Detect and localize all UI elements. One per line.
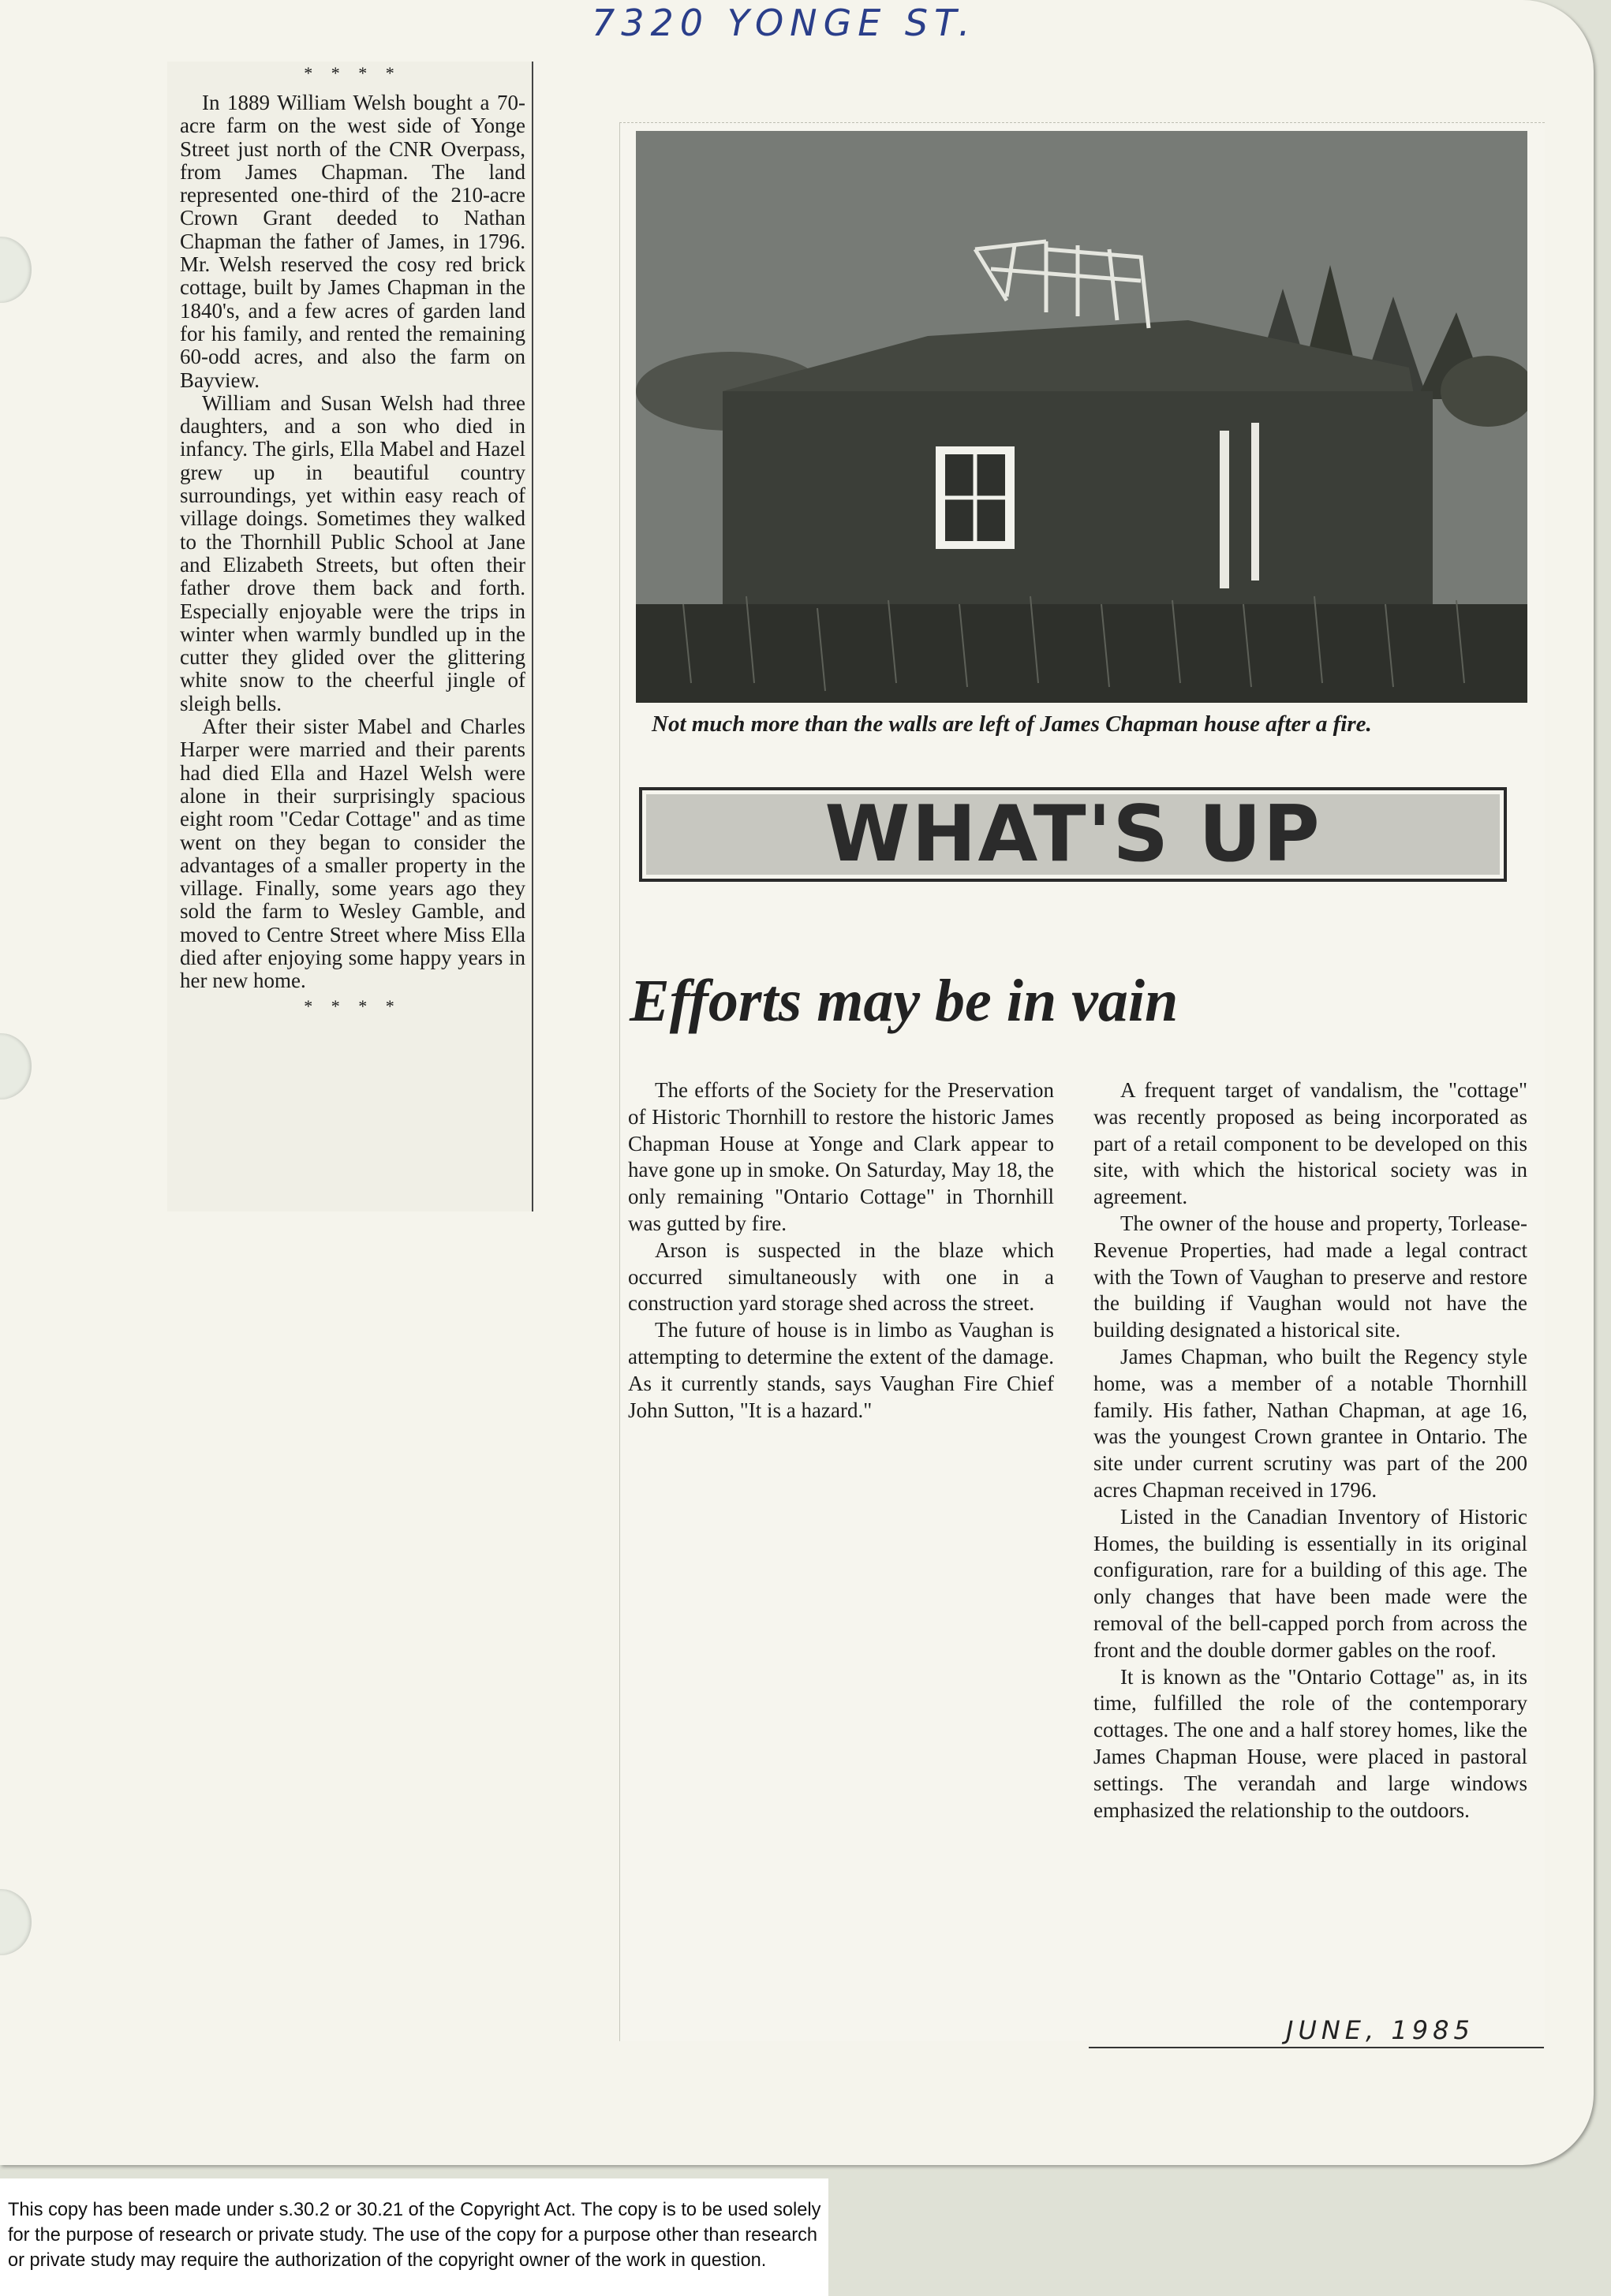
copyright-line-3: or private study may require the authorization of the copyright owner of the work in question. [8,2250,767,2271]
house-fire-photo [636,131,1527,703]
whats-up-banner [639,787,1507,882]
article-headline: Efforts may be in vain [630,968,1179,1034]
col1-paragraph-3: The future of house is in limbo as Vaughan is attempting to determine the extent of the damage. As it currently stands, says Vaughan Fire Chief John Sutton, "It is a hazard." [628,1318,1054,1422]
left-paragraph-2: William and Susan Welsh had three daughters, and a son who died in infancy. The girls, Ella Mabel and Hazel grew up in beautiful country surroundings, yet within easy reach of village doings. Sometimes they walked to the Thornhill Public School at Jane and Elizabeth Streets, but often their father drove them back and forth. Especially enjoyable were the trips in winter when warmly bundled up in the cutter they glided over the glittering white snow to the cheerful jingle of sleigh bells. [180,390,525,715]
left-paragraph-1: In 1889 William Welsh bought a 70-acre farm on the west side of Yonge Street just north of the CNR Overpass, from James Chapman. The land represented one-third of the 210-acre Crown Grant deeded to Nathan Chapman the father of James, in 1796. Mr. Welsh reserved the cosy red brick cottage, built by James Chapman in the 1840's, and a few acres of garden land for his family, and rented the remaining 60-odd acres, and also the farm on Bayview. [180,91,525,392]
photo-caption: Not much more than the walls are left of James Chapman house after a fire. [652,711,1372,737]
col2-paragraph-3: James Chapman, who built the Regency style home, was a member of a notable Thornhill family. His father, Nathan Chapman, at age 16, was the youngest Crown grantee in Ontario. The site under current scrutiny was part of the 200 acres Chapman received in 1796. [1093,1344,1527,1502]
copyright-notice [0,2178,828,2296]
col2-paragraph-2: The owner of the house and property, Torlease-Revenue Properties, had made a legal contract with the Town of Vaughan to preserve and restore the building if Vaughan would not have the building designated a historical site. [1093,1211,1527,1342]
col2-paragraph-5: It is known as the "Ontario Cottage" as, in its time, fulfilled the role of the contemporary cottages. The one and a half storey homes, like the James Chapman House, were placed in pastoral settings. The verandah and large windows emphasized the relationship to the outdoors. [1093,1664,1527,1822]
copyright-line-1: This copy has been made under s.30.2 or 30.21 of the Copyright Act. The copy is to be used solely [8,2200,821,2220]
copyright-line-2: for the purpose of research or private study. The use of the copy for a purpose other than research [8,2225,818,2246]
left-clipping [167,62,533,1211]
stars-top: * * * * [304,63,402,83]
right-clipping [619,122,1545,2041]
handwritten-date: JUNE, 1985 [1286,2015,1475,2045]
stars-bottom: * * * * [304,995,402,1016]
punch-hole [0,1033,32,1099]
banner-title: WHAT'S UP [824,790,1321,879]
punch-hole [0,1889,32,1955]
burned-house-illustration [636,131,1527,703]
end-rule [1089,2047,1544,2048]
col2-paragraph-1: A frequent target of vandalism, the "cottage" was recently proposed as being incorporated as part of a retail component to be developed on this site, with which the historical society was in agreement. [1093,1078,1527,1209]
punch-hole [0,237,32,303]
article-column-1 [628,1077,1054,1424]
col1-paragraph-1: The efforts of the Society for the Preservation of Historic Thornhill to restore the historic James Chapman House at Yonge and Clark appear to have gone up in smoke. On Saturday, May 18, the only remaining "Ontario Cottage" in Thornhill was gutted by fire. [628,1078,1054,1235]
handwritten-address: 7320 YONGE ST. [592,2,977,44]
article-column-2 [1093,1077,1527,1824]
left-paragraph-3: After their sister Mabel and Charles Harper were married and their parents had died Ella and Hazel Welsh were alone in their surprisingly spacious eight room "Cedar Cottage" and as time went on they began to consider the advantages of a smaller property in the village. Finally, some years ago they sold the farm to Wesley Gamble, and moved to Centre Street where Miss Ella died after enjoying some happy years in her new home. [180,715,525,993]
col1-paragraph-2: Arson is suspected in the blaze which occurred simultaneously with one in a construction yard storage shed across the street. [628,1238,1054,1316]
col2-paragraph-4: Listed in the Canadian Inventory of Historic Homes, the building is essentially in its original configuration, rare for a building of this age. The only changes that have been made were the removal of the bell-capped porch from across the front and the double dormer gables on the roof. [1093,1504,1527,1662]
